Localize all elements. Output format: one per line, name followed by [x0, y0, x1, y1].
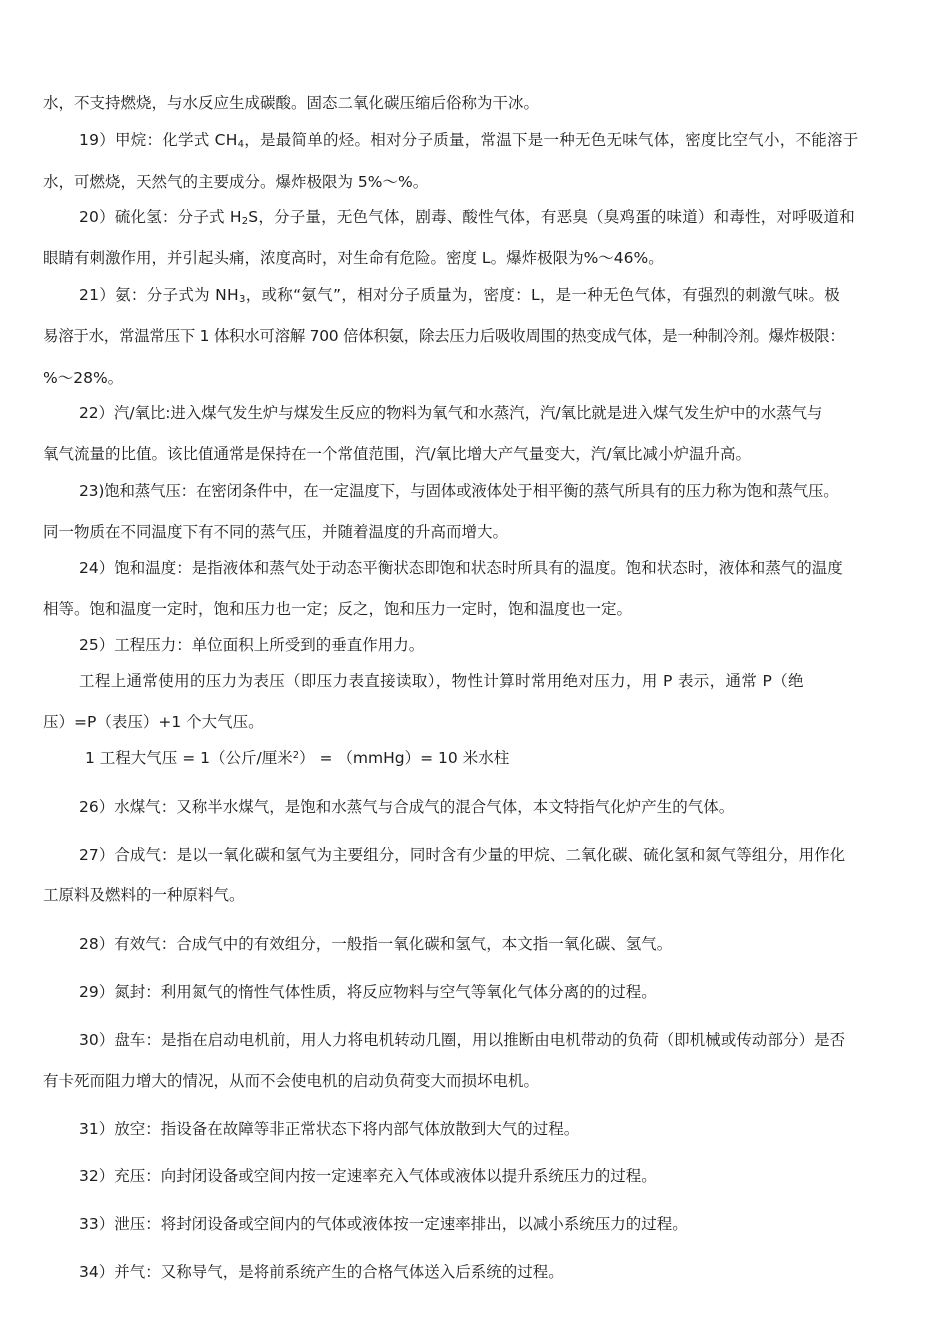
paragraph-22-line-2: 氧气流量的比值。该比值通常是保持在一个常值范围，汽/氧比增大产气量变大，汽/氧比减小炉温升高。: [43, 445, 751, 463]
paragraph-28: 28）有效气：合成气中的有效组分，一般指一氧化碳和氢气，本文指一氧化碳、氢气。: [79, 935, 673, 953]
paragraph-31: 31）放空：指设备在故障等非正常状态下将内部气体放散到大气的过程。: [79, 1120, 580, 1138]
paragraph-25b-line-2: 压）=P（表压）+1 个大气压。: [43, 713, 264, 731]
paragraph-23-line-2: 同一物质在不同温度下有不同的蒸气压，并随着温度的升高而增大。: [43, 523, 509, 541]
paragraph-33: 33）泄压：将封闭设备或空间内的气体或液体按一定速率排出，以减小系统压力的过程。: [79, 1215, 688, 1233]
paragraph-19-line-2: 水，可燃烧，天然气的主要成分。爆炸极限为 5%～%。: [43, 173, 429, 191]
paragraph-34: 34）并气：又称导气，是将前系统产生的合格气体送入后系统的过程。: [79, 1263, 564, 1281]
paragraph-20-line-1: 20）硫化氢：分子式 $H_2S$，分子量，无色气体，剧毒、酸性气体，有恶臭（臭鸡蛋的味道）和毒性，对呼吸道和: [79, 208, 855, 227]
paragraph-26: 26）水煤气：又称半水煤气，是饱和水蒸气与合成气的混合气体，本文特指气化炉产生的气体。: [79, 798, 735, 816]
paragraph-25-line-1: 25）工程压力：单位面积上所受到的垂直作用力。: [79, 636, 425, 654]
paragraph-23-line-1: 23)饱和蒸气压：在密闭条件中，在一定温度下，与固体或液体处于相平衡的蒸气所具有的压力称为饱和蒸气压。: [79, 482, 839, 500]
paragraph-18-tail: 水，不支持燃烧，与水反应生成碳酸。固态二氧化碳压缩后俗称为干冰。: [43, 94, 540, 112]
paragraph-21-line-3: %～28%。: [43, 369, 124, 387]
paragraph-21-line-1: 21）氨：分子式为 $NH_3$，或称“氨气”，相对分子质量为，密度：L，是一种无色气体，有强烈的刺激气味。极: [79, 286, 841, 305]
paragraph-20-line-2: 眼睛有刺激作用，并引起头痛，浓度高时，对生命有危险。密度 L。爆炸极限为%～46%。: [43, 249, 664, 267]
paragraph-29: 29）氮封：利用氮气的惰性气体性质，将反应物料与空气等氧化气体分离的的过程。: [79, 983, 657, 1001]
paragraph-21-line-2: 易溶于水，常温常压下 1 体积水可溶解 700 倍体积氨，除去压力后吸收周围的热变成气体，是一种制冷剂。爆炸极限：: [43, 327, 845, 345]
paragraph-25b-line-1: 工程上通常使用的压力为表压（即压力表直接读取），物性计算时常用绝对压力，用 P 表示，通常 P（绝: [79, 672, 804, 690]
paragraph-24-line-2: 相等。饱和温度一定时，饱和压力也一定；反之，饱和压力一定时，饱和温度也一定。: [43, 600, 633, 618]
engineering-atmosphere-formula: 1 工程大气压 = 1（公斤/厘米$^2$） = （mmHg）= 10 米水柱: [85, 749, 510, 767]
paragraph-27-line-1: 27）合成气：是以一氧化碳和氢气为主要组分，同时含有少量的甲烷、二氧化碳、硫化氢和氮气等组分，用作化: [79, 846, 846, 864]
paragraph-27-line-2: 工原料及燃料的一种原料气。: [43, 886, 245, 904]
paragraph-22-line-1: 22）汽/氧比:进入煤气发生炉与煤发生反应的物料为氧气和水蒸汽，汽/氧比就是进入煤气发生炉中的水蒸气与: [79, 404, 823, 422]
paragraph-32: 32）充压：向封闭设备或空间内按一定速率充入气体或液体以提升系统压力的过程。: [79, 1167, 657, 1185]
paragraph-30-line-2: 有卡死而阻力增大的情况，从而不会使电机的启动负荷变大而损坏电机。: [43, 1072, 540, 1090]
paragraph-30-line-1: 30）盘车：是指在启动电机前，用人力将电机转动几圈，用以推断由电机带动的负荷（即机械或传动部分）是否: [79, 1031, 846, 1049]
paragraph-19-line-1: 19）甲烷：化学式 $CH_4$，是最简单的烃。相对分子质量，常温下是一种无色无味气体，密度比空气小，不能溶于: [79, 131, 859, 150]
paragraph-24-line-1: 24）饱和温度：是指液体和蒸气处于动态平衡状态即饱和状态时所具有的温度。饱和状态时，液体和蒸气的温度: [79, 559, 843, 577]
